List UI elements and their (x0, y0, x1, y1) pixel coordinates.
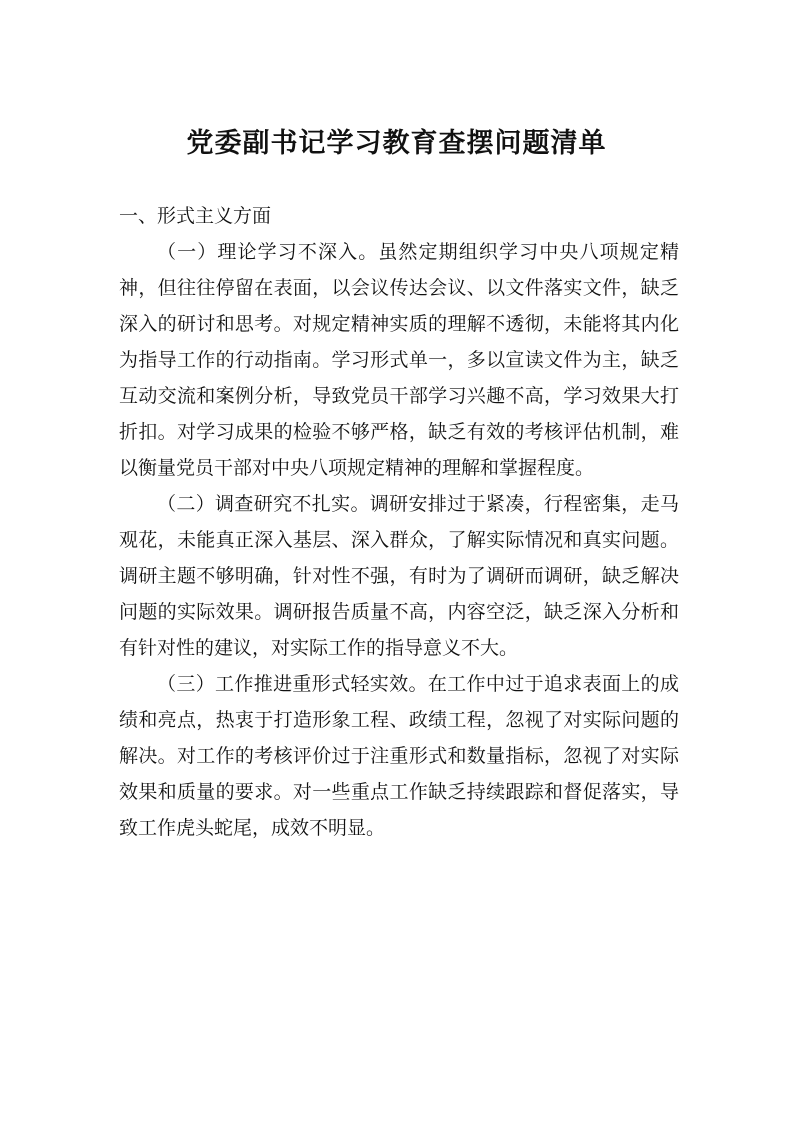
paragraph-theory-study: （一）理论学习不深入。虽然定期组织学习中央八项规定精神，但往往停留在表面，以会议传达会议、以文件落实文件，缺乏深入的研讨和思考。对规定精神实质的理解不透彻，未能将其内化为指导工作的行动指南。学习形式单一，多以宣读文件为主，缺乏互动交流和案例分析，导致党员干部学习兴趣不高，学习效果大打折扣。对学习成果的检验不够严格，缺乏有效的考核评估机制，难以衡量党员干部对中央八项规定精神的理解和掌握程度。 (119, 241, 679, 479)
section-heading: 一、形式主义方面 (119, 205, 272, 227)
document-body (119, 198, 679, 846)
paragraph-investigation-research: （二）调查研究不扎实。调研安排过于紧凑，行程密集，走马观花，未能真正深入基层、深入群众，了解实际情况和真实问题。调研主题不够明确，针对性不强，有时为了调研而调研，缺乏解决问题的实际效果。调研报告质量不高，内容空泛，缺乏深入分析和有针对性的建议，对实际工作的指导意义不大。 (119, 493, 679, 659)
document-title: 党委副书记学习教育查摆问题清单 (186, 128, 607, 159)
paragraph-work-promotion: （三）工作推进重形式轻实效。在工作中过于追求表面上的成绩和亮点，热衷于打造形象工程、政绩工程，忽视了对实际问题的解决。对工作的考核评价过于注重形式和数量指标，忽视了对实际效果和质量的要求。对一些重点工作缺乏持续跟踪和督促落实，导致工作虎头蛇尾，成效不明显。 (119, 673, 679, 839)
